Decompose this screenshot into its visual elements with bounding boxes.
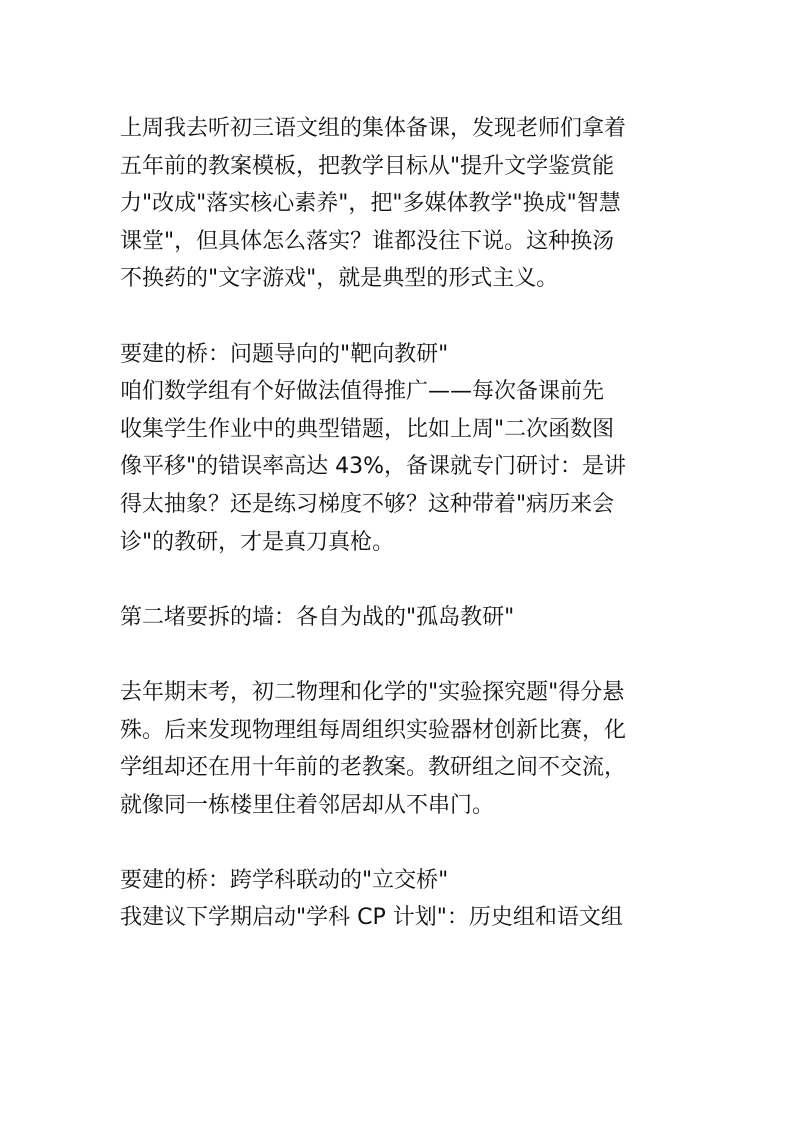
section-heading: 要建的桥：问题导向的"靶向教研"	[120, 341, 449, 367]
section-heading: 要建的桥：跨学科联动的"立交桥"	[120, 867, 449, 893]
text-line: 上周我去听初三语文组的集体备课，发现老师们拿着	[120, 116, 627, 141]
blank-line	[120, 561, 680, 599]
blank-line	[120, 824, 680, 862]
text-line: 五年前的教案模板，把教学目标从"提升文学鉴赏能	[120, 153, 615, 179]
text-line: 像平移"的错误率高达 43%，备课就专门研讨：是讲	[120, 454, 627, 480]
document-page	[120, 110, 680, 937]
text-line: 课堂"，但具体怎么落实？谁都没往下说。这种换汤	[120, 228, 615, 254]
section-heading: 第二堵要拆的墙：各自为战的"孤岛教研"	[120, 604, 515, 630]
text-line: 就像同一栋楼里住着邻居却从不串门。	[120, 792, 495, 818]
blank-line	[120, 298, 680, 336]
text-line: 殊。后来发现物理组每周组织实验器材创新比赛，化	[120, 717, 627, 743]
blank-line	[120, 636, 680, 674]
text-line: 不换药的"文字游戏"，就是典型的形式主义。	[120, 266, 559, 292]
text-line: 我建议下学期启动"学科 CP 计划"：历史组和语文组	[120, 905, 623, 931]
text-line: 学组却还在用十年前的老教案。教研组之间不交流，	[120, 755, 627, 781]
text-line: 力"改成"落实核心素养"，把"多媒体教学"换成"智慧	[120, 191, 621, 217]
text-line: 收集学生作业中的典型错题，比如上周"二次函数图	[120, 416, 615, 442]
text-line: 诊"的教研，才是真刀真枪。	[120, 529, 395, 555]
text-line: 咱们数学组有个好做法值得推广——每次备课前先	[120, 379, 605, 405]
text-line: 去年期末考，初二物理和化学的"实验探究题"得分悬	[120, 679, 625, 705]
text-line: 得太抽象？还是练习梯度不够？这种带着"病历来会	[120, 491, 615, 517]
